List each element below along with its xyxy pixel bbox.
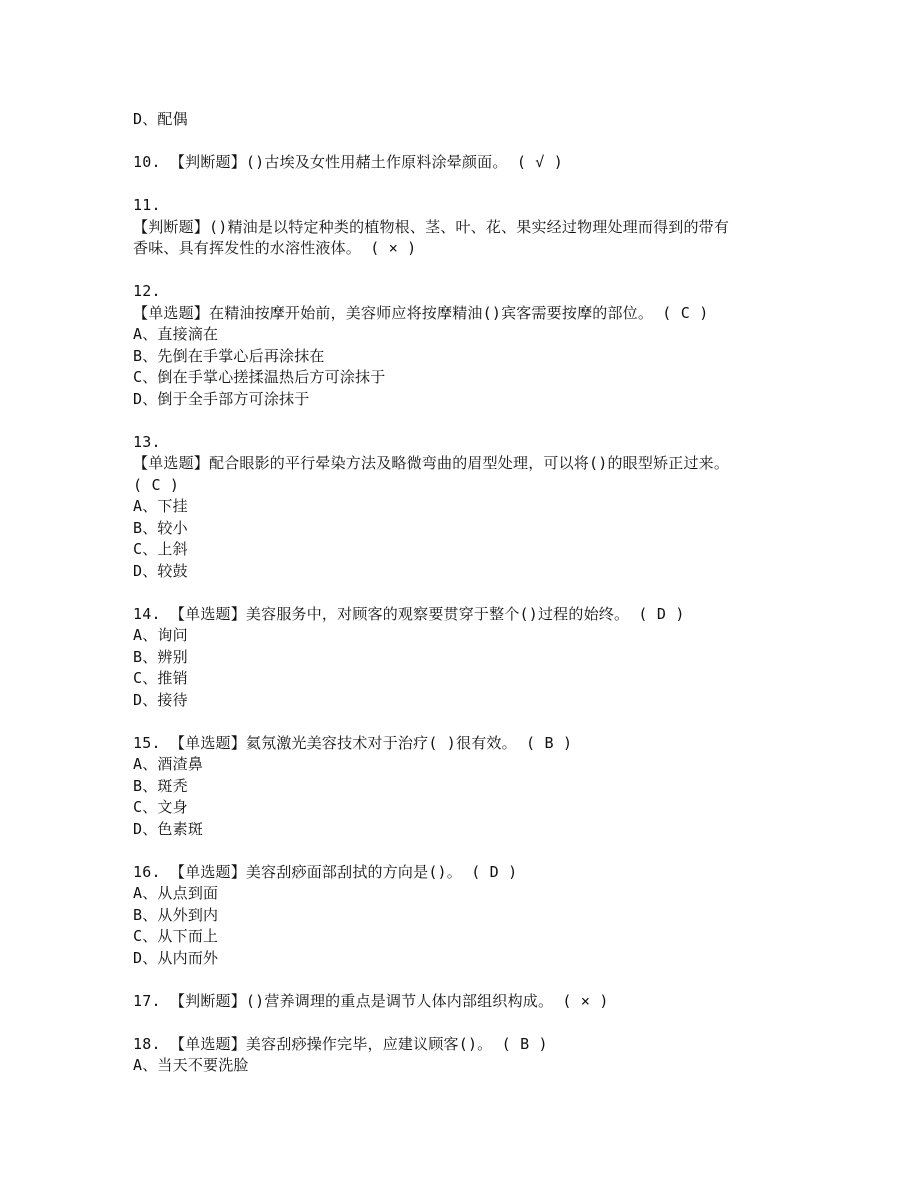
spacer <box>133 582 793 604</box>
q14-question: 14. 【单选题】美容服务中，对顾客的观察要贯穿于整个()过程的始终。 ( D ) <box>133 604 685 623</box>
spacer <box>133 1012 793 1034</box>
q12-option-c: C、倒在手掌心搓揉温热后方可涂抹于 <box>133 368 386 386</box>
q12-option-d: D、倒于全手部方可涂抹于 <box>133 389 310 408</box>
q16-question: 16. 【单选题】美容刮痧面部刮拭的方向是()。 ( D ) <box>133 862 518 881</box>
q18-option-a: A、当天不要洗脸 <box>133 1056 249 1074</box>
q14-option-b: B、辨别 <box>133 647 188 666</box>
q12-option-a: A、直接滴在 <box>133 325 219 343</box>
q17-question: 17. 【判断题】()营养调理的重点是调节人体内部组织构成。 ( × ) <box>133 991 609 1010</box>
q14-option-d: D、接待 <box>133 690 188 709</box>
q12-question: 【单选题】在精油按摩开始前，美容师应将按摩精油()宾客需要按摩的部位。 ( C ) <box>133 303 709 322</box>
spacer <box>133 410 793 432</box>
q16-option-c: C、从下而上 <box>133 927 219 945</box>
q13-option-a: A、下挂 <box>133 497 188 515</box>
q11-question-line2: 香味、具有挥发性的水溶性液体。 ( × ) <box>133 239 417 257</box>
q12-option-b: B、先倒在手掌心后再涂抹在 <box>133 346 325 365</box>
spacer <box>133 174 793 196</box>
q16-option-d: D、从内而外 <box>133 948 219 967</box>
q12-number: 12. <box>133 282 161 300</box>
q15-option-d: D、色素斑 <box>133 819 204 838</box>
q9-option-d: D、配偶 <box>133 110 188 128</box>
q16-option-b: B、从外到内 <box>133 905 219 924</box>
q18-question: 18. 【单选题】美容刮痧操作完毕，应建议顾客()。 ( B ) <box>133 1034 548 1053</box>
q15-question: 15. 【单选题】氦氖激光美容技术对于治疗( )很有效。 ( B ) <box>133 733 573 752</box>
question-document <box>133 109 793 1077</box>
q13-option-b: B、较小 <box>133 518 188 537</box>
q13-question-line1: 【单选题】配合眼影的平行晕染方法及略微弯曲的眉型处理，可以将()的眼型矫正过来。 <box>133 454 730 472</box>
spacer <box>133 840 793 862</box>
q13-option-c: C、上斜 <box>133 540 188 558</box>
q14-option-a: A、询问 <box>133 626 188 644</box>
q15-option-c: C、文身 <box>133 798 188 816</box>
spacer <box>133 969 793 991</box>
spacer <box>133 711 793 733</box>
q13-number: 13. <box>133 432 161 451</box>
q14-option-c: C、推销 <box>133 669 188 687</box>
q15-option-a: A、酒渣鼻 <box>133 755 204 773</box>
q11-number: 11. <box>133 196 161 214</box>
spacer <box>133 260 793 282</box>
q13-option-d: D、较鼓 <box>133 561 188 580</box>
q11-question-line1: 【判断题】()精油是以特定种类的植物根、茎、叶、花、果实经过物理处理而得到的带有 <box>133 217 730 236</box>
q16-option-a: A、从点到面 <box>133 884 219 902</box>
q13-question-line2: ( C ) <box>133 475 180 494</box>
q15-option-b: B、斑秃 <box>133 776 188 795</box>
q10-question: 10. 【判断题】()古埃及女性用赭土作原料涂晕颜面。 ( √ ) <box>133 153 563 171</box>
spacer <box>133 131 793 153</box>
